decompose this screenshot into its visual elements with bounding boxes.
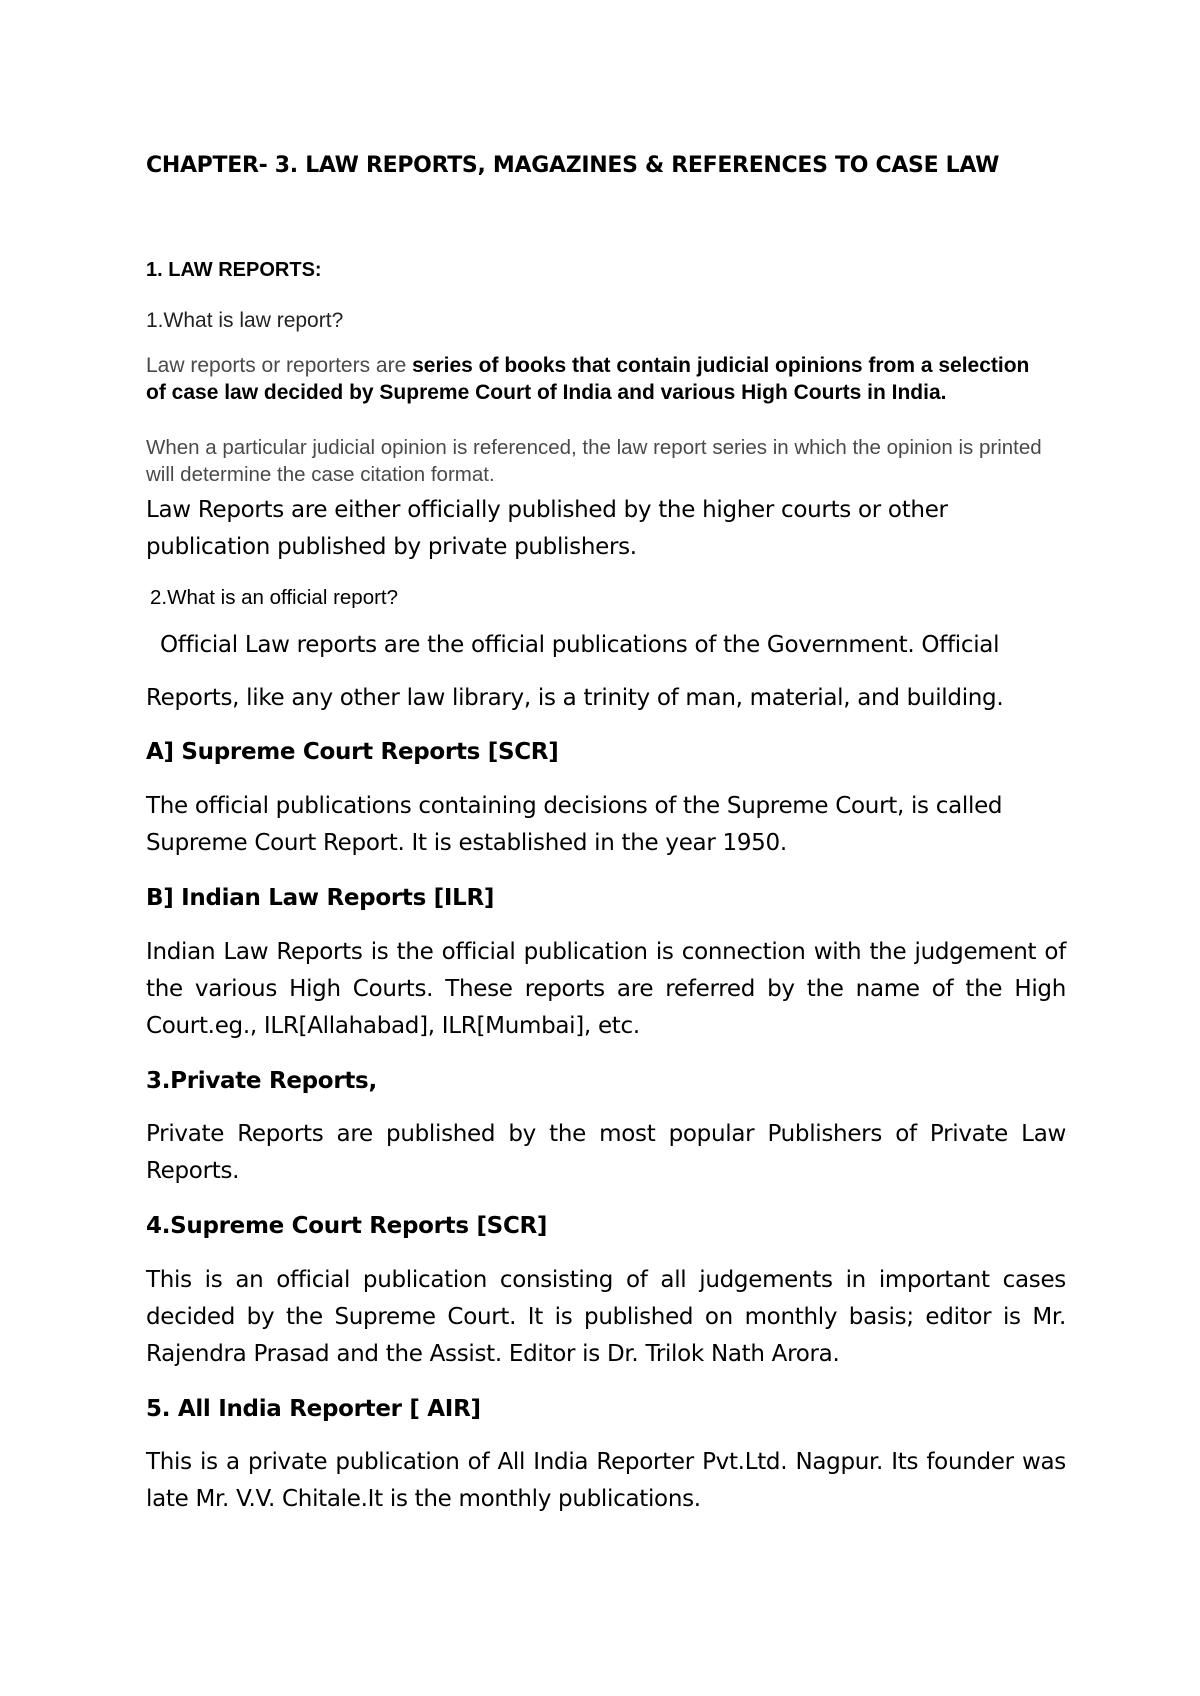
publishing-note: Law Reports are either officially published by the higher courts or other publication published by private publishers. <box>146 497 948 560</box>
private-reports-text: Private Reports are published by the most popular Publishers of Private Law Reports. <box>146 1121 1066 1184</box>
indian-law-reports-text: Indian Law Reports is the official publication is connection with the judgement of the various High Courts. These reports are referred by the name of the High Court.eg., ILR[Allahabad], ILR[Mumbai], etc. <box>146 939 1066 1039</box>
scr-section-4-text: This is an official publication consisting of all judgements in important cases decided by the Supreme Court. It is published on monthly basis; editor is Mr. Rajendra Prasad and the Assist. Editor is Dr. Trilok Nath Arora. <box>146 1267 1066 1367</box>
definition-intro: Law reports or reporters are <box>146 354 413 377</box>
chapter-title: CHAPTER- 3. LAW REPORTS, MAGAZINES & REFERENCES TO CASE LAW <box>146 153 1000 178</box>
question-official-report: 2.What is an official report? <box>150 586 399 609</box>
heading-all-india-reporter: 5. All India Reporter [ AIR] <box>146 1396 481 1422</box>
supreme-court-reports-text: The official publications containing decisions of the Supreme Court, is called Supreme Court Report. It is established in the year 1950. <box>146 793 1003 856</box>
law-report-definition <box>146 352 1046 406</box>
section-heading-law-reports: 1. LAW REPORTS: <box>146 259 322 281</box>
all-india-reporter-text: This is a private publication of All India Reporter Pvt.Ltd. Nagpur. Its founder was late Mr. V.V. Chitale.It is the monthly publications. <box>146 1449 1066 1512</box>
heading-supreme-court-reports: A] Supreme Court Reports [SCR] <box>146 739 559 765</box>
definition-bold: series of books that contain judicial opinions from a selection of case law decided by Supreme Court of India and various High Courts in India. <box>146 354 1030 404</box>
heading-indian-law-reports: B] Indian Law Reports [ILR] <box>146 885 495 911</box>
official-report-line-2: Reports, like any other law library, is a trinity of man, material, and building. <box>146 685 1004 711</box>
question-what-is-law-report: 1.What is law report? <box>146 309 344 332</box>
heading-scr-section-4: 4.Supreme Court Reports [SCR] <box>146 1213 548 1239</box>
citation-note: When a particular judicial opinion is referenced, the law report series in which the opinion is printed will determine the case citation format. <box>146 436 1042 486</box>
official-report-line-1: Official Law reports are the official publications of the Government. Official <box>160 632 1000 658</box>
heading-private-reports: 3.Private Reports, <box>146 1068 377 1094</box>
